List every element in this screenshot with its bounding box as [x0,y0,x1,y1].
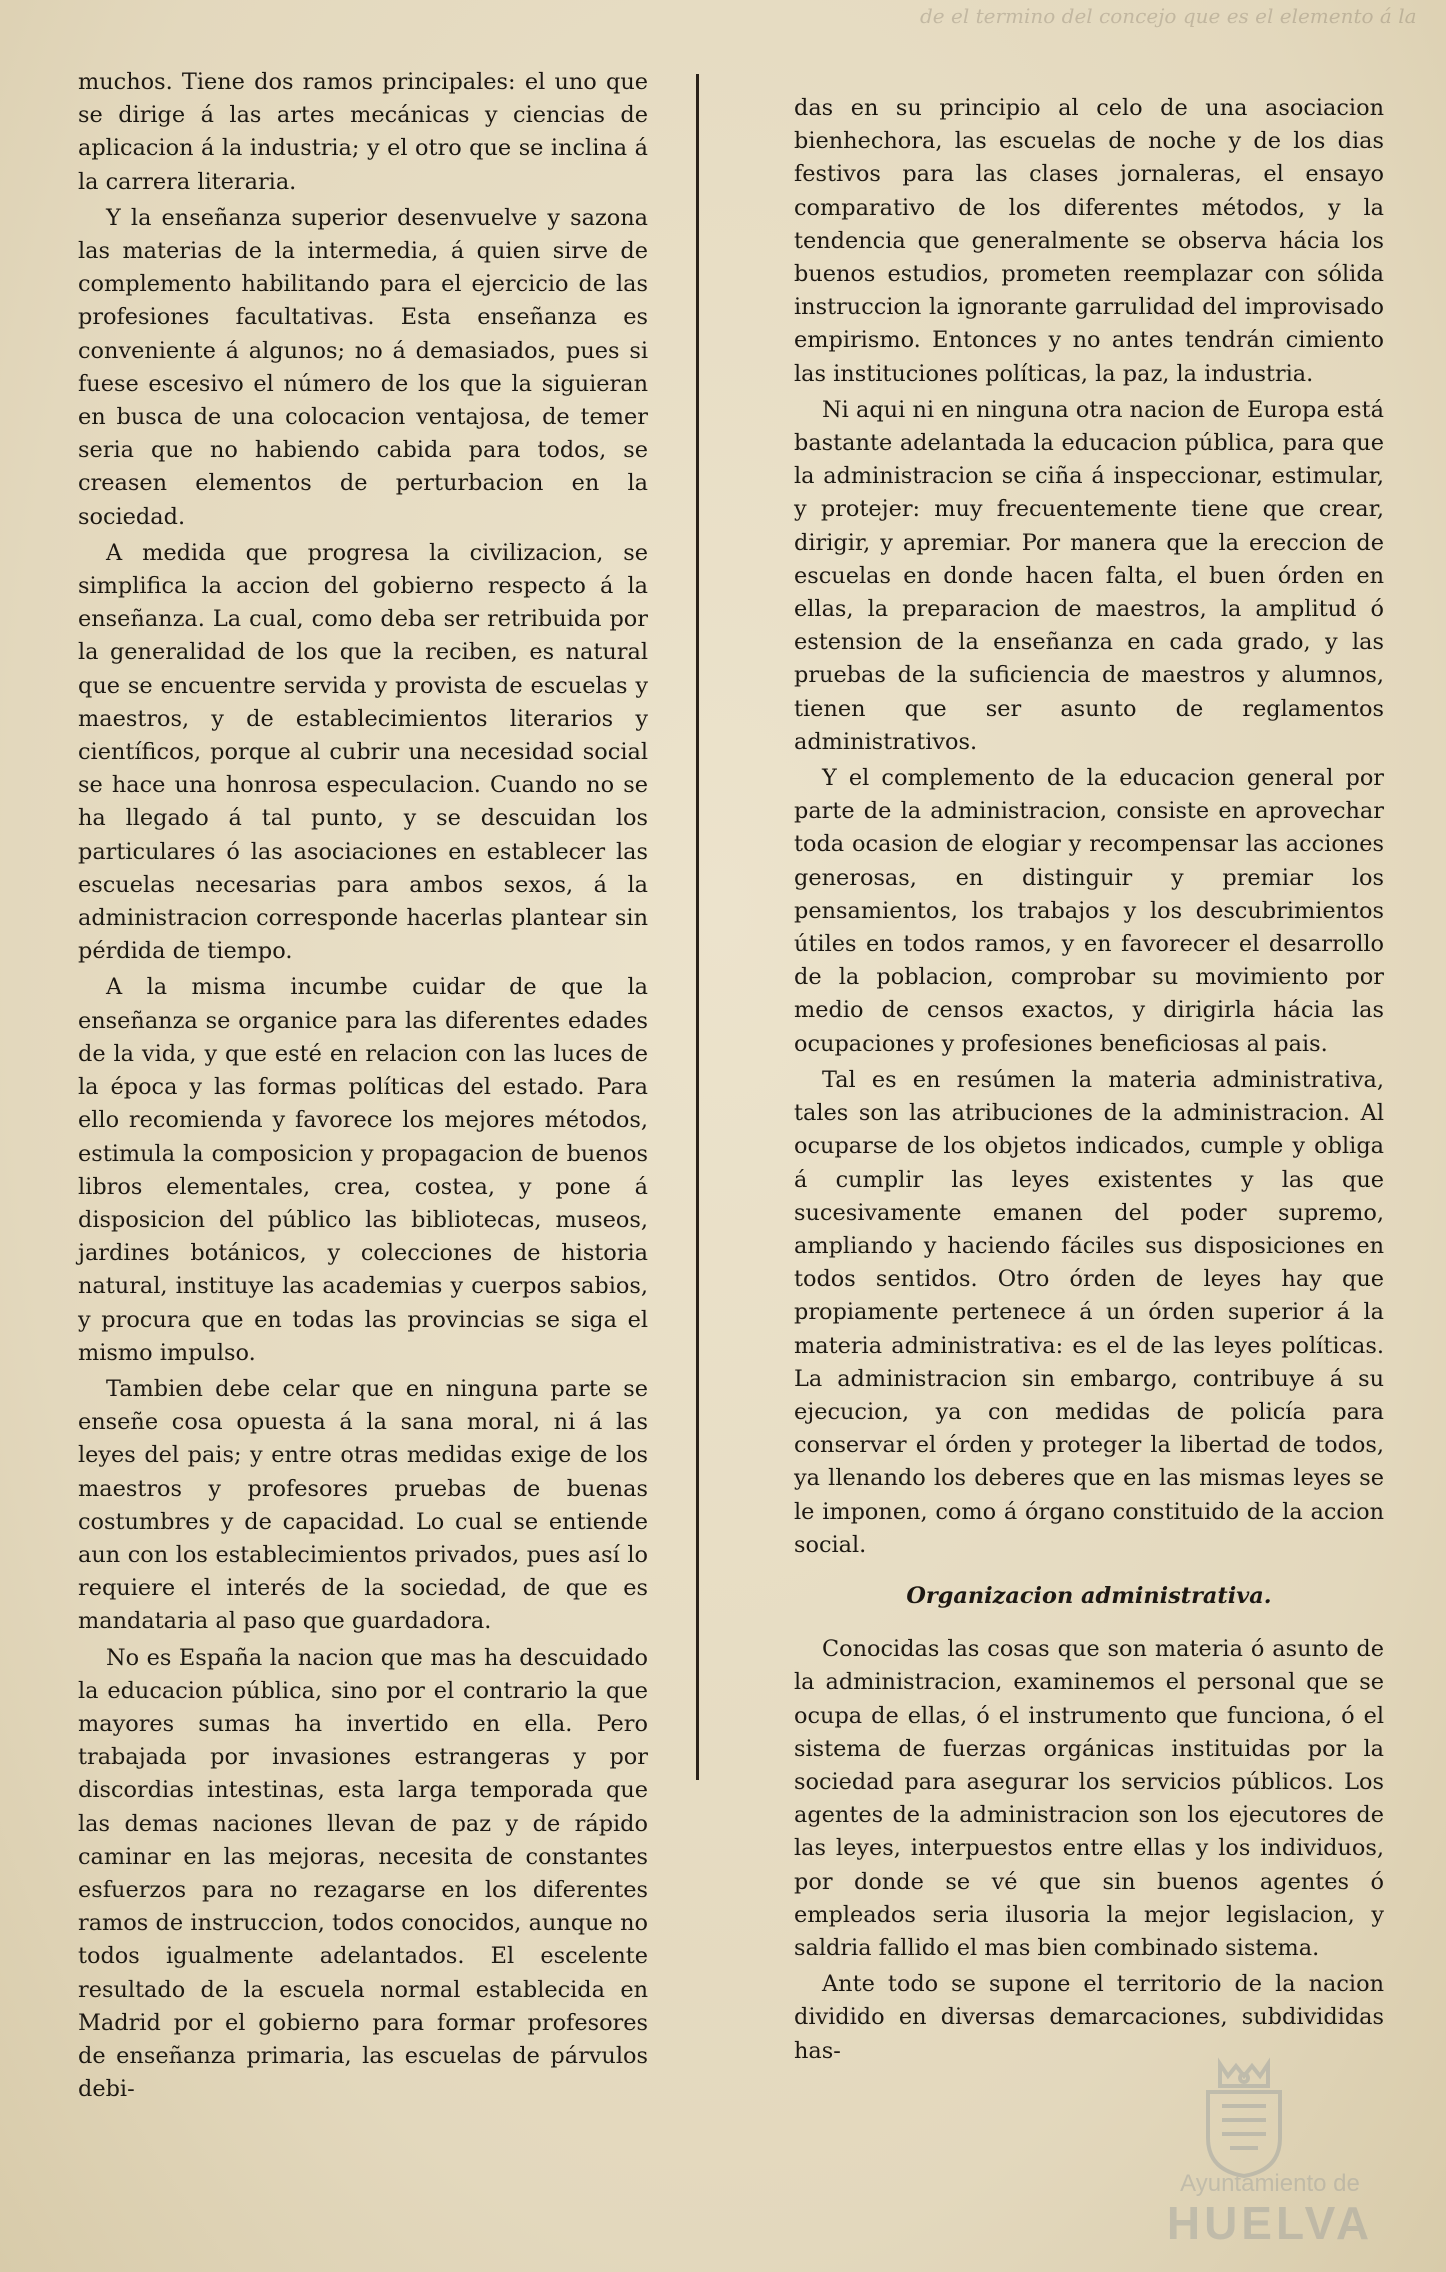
paragraph: A la misma incumbe cuidar de que la enseñanza se organice para las diferentes edades de la vida, y que esté en relacion con las luces de la época y las formas políticas del estado. Para ello recomienda y favorece los mejores métodos, estimula la composicion y propagacion de buenos libros elementales, crea, costea, y pone á disposicion del público las bibliotecas, museos, jardines botánicos, y colecciones de historia natural, instituye las academias y cuerpos sabios, y procura que en todas las provincias se siga el mismo impulso. [78,974,648,1366]
paragraph: das en su principio al celo de una asociacion bienhechora, las escuelas de noche y de los dias festivos para las clases jornaleras, el ensayo comparativo de los diferentes métodos, y la tendencia que generalmente se observa hácia los buenos estudios, prometen reemplazar con sólida instruccion la ignorante garrulidad del improvisado empirismo. Entonces y no antes tendrán cimiento las instituciones políticas, la paz, la industria. [794,95,1384,387]
crest-icon [1150,2058,1390,2178]
paragraph: Tal es en resúmen la materia administrativa, tales son las atribuciones de la administracion. Al ocuparse de los objetos indicados, cumple y obliga á cumplir las leyes existentes y las que sucesivamente emanen del poder supremo, ampliando y haciendo fáciles sus disposiciones en todos sentidos. Otro órden de leyes hay que propiamente pertenece á un órden superior á la materia administrativa: es el de las leyes políticas. La administracion sin embargo, contribuye á su ejecucion, ya con medidas de policía para conservar el órden y proteger la libertad de todos, ya llenando los deberes que en las mismas leyes se le imponen, como á órgano constituido de la accion social. [794,1066,1384,1558]
paragraph: Tambien debe celar que en ninguna parte se enseñe cosa opuesta á la sana moral, ni á las leyes del pais; y entre otras medidas exige de los maestros y profesores pruebas de buenas costumbres y de capacidad. Lo cual se entiende aun con los establecimientos privados, pues así lo requiere el interés de la sociedad, de que es mandataria al paso que guardadora. [78,1375,648,1635]
paragraph: Conocidas las cosas que son materia ó asunto de la administracion, examinemos el personal que se ocupa de ellas, ó el instrumento que funciona, ó el sistema de fuerzas orgánicas instituidas por la sociedad para asegurar los servicios públicos. Los agentes de la administracion son los ejecutores de las leyes, interpuestos entre ellas y los individuos, por donde se vé que sin buenos agentes ó empleados seria ilusoria la mejor legislacion, y saldria fallido el mas bien combinado sistema. [794,1636,1384,1961]
paragraph: Ante todo se supone el territorio de la nacion dividido en diversas demarcaciones, subdivididas has- [794,1971,1384,2064]
paragraph: Ni aqui ni en ninguna otra nacion de Europa está bastante adelantada la educacion pública, para que la administracion se ciña á inspeccionar, estimular, y protejer: muy frecuentemente tiene que crear, dirigir, y apremiar. Por manera que la ereccion de escuelas en donde hacen falta, el buen órden en ellas, la preparacion de maestros, la amplitud ó estension de la enseñanza en cada grado, y las pruebas de la suficiencia de maestros y alumnos, tienen que ser asunto de reglamentos administrativos. [794,396,1384,755]
bleed-through-text: de el termino del concejo que es el elemento á la [920,4,1417,28]
right-column [794,92,1384,2068]
city-council-watermark [1150,2058,1390,2258]
column-divider [696,74,699,1780]
watermark-line2: HUELVA [1166,2197,1374,2249]
section-heading: Organizacion administrativa. [906,1582,1272,1609]
paragraph: No es España la nacion que mas ha descuidado la educacion pública, sino por el contrario la que mayores sumas ha invertido en ella. Pero trabajada por invasiones estrangeras y por discordias intestinas, esta larga temporada que las demas naciones llevan de paz y de rápido caminar en las mejoras, necesita de constantes esfuerzos para no rezagarse en los diferentes ramos de instruccion, todos conocidos, aunque no todos igualmente adelantados. El escelente resultado de la escuela normal establecida en Madrid por el gobierno para formar profesores de enseñanza primaria, las escuelas de párvulos debi- [78,1644,648,2103]
paragraph: muchos. Tiene dos ramos principales: el uno que se dirige á las artes mecánicas y ciencias de aplicacion á la industria; y el otro que se inclina á la carrera literaria. [78,69,648,195]
paragraph: Y el complemento de la educacion general por parte de la administracion, consiste en aprovechar toda ocasion de elogiar y recompensar las acciones generosas, en distinguir y premiar los pensamientos, los trabajos y los descubrimientos útiles en todos ramos, y en favorecer el desarrollo de la poblacion, comprobar su movimiento por medio de censos exactos, y dirigirla hácia las ocupaciones y profesiones beneficiosas al pais. [794,765,1384,1057]
paragraph: Y la enseñanza superior desenvuelve y sazona las materias de la intermedia, á quien sirve de complemento habilitando para el ejercicio de las profesiones facultativas. Esta enseñanza es conveniente á algunos; no á demasiados, pues si fuese escesivo el número de los que la siguieran en busca de una colocacion ventajosa, de temer seria que no habiendo cabida para todos, se creasen elementos de perturbacion en la sociedad. [78,204,648,530]
watermark-line1: Ayuntamiento de [1180,2170,1360,2197]
left-column [78,66,648,2106]
paragraph: A medida que progresa la civilizacion, se simplifica la accion del gobierno respecto á la enseñanza. La cual, como deba ser retribuida por la generalidad de los que la reciben, es natural que se encuentre servida y provista de escuelas y maestros, y de establecimientos literarios y científicos, porque al cubrir una necesidad social se hace una honrosa especulacion. Cuando no se ha llegado á tal punto, y se descuidan los particulares ó las asociaciones en establecer las escuelas necesarias para ambos sexos, á la administracion corresponde hacerlas plantear sin pérdida de tiempo. [78,539,648,965]
